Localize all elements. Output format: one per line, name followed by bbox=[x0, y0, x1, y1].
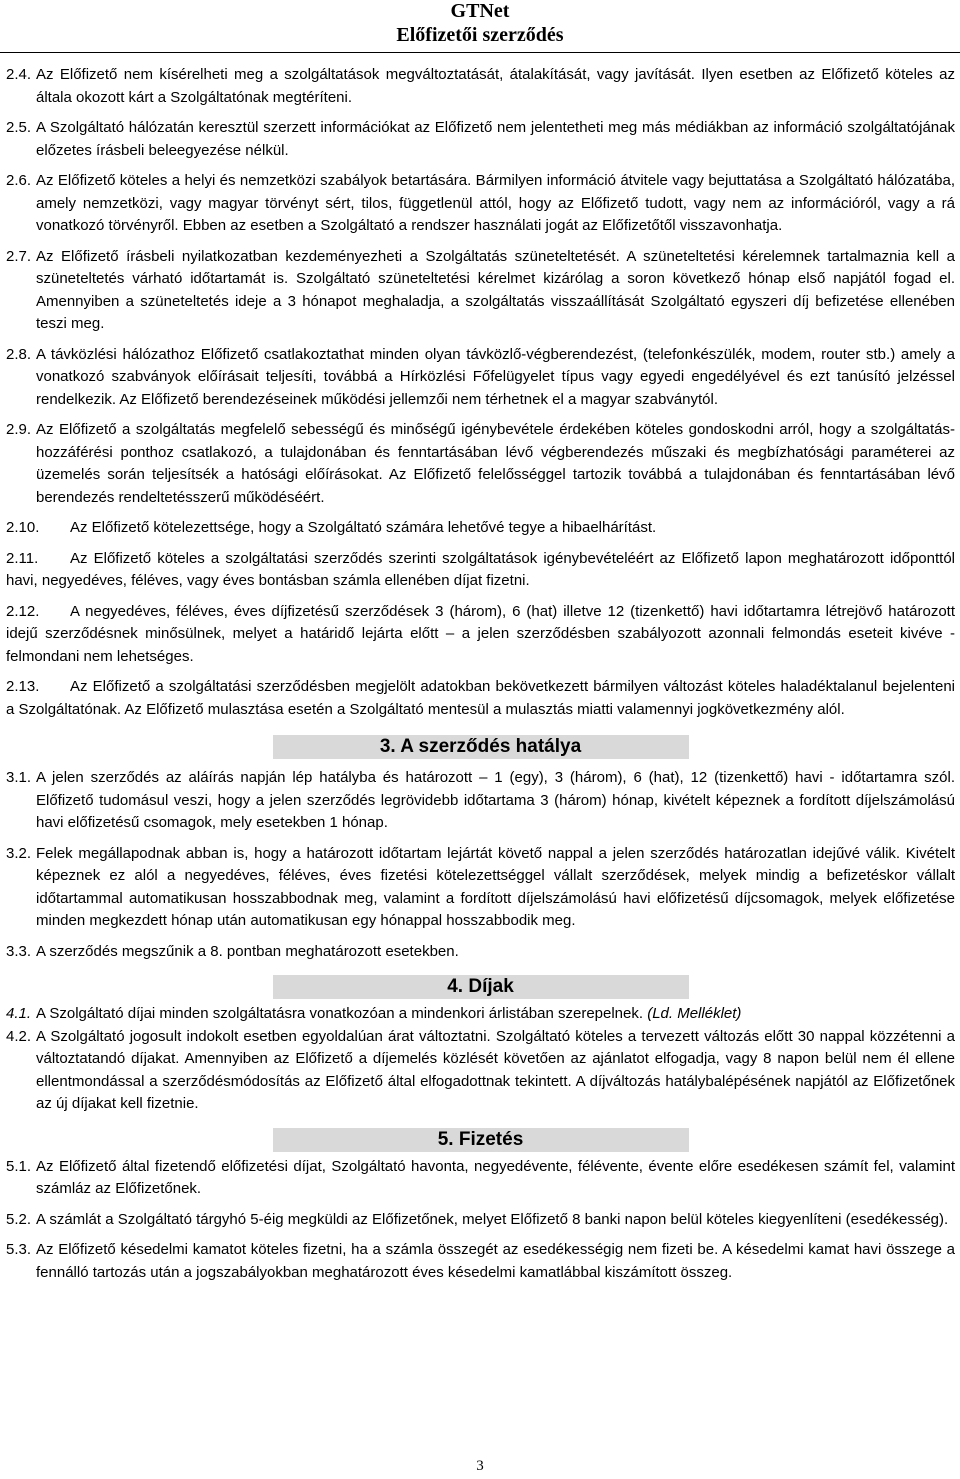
clause-number: 2.8. bbox=[6, 345, 32, 363]
clause-text: Az Előfizető késedelmi kamatot köteles fizetni, ha a számla összegét az esedékességig nem fizeti be. A késedelmi kamat havi összege a fennálló tartozás után a jogszabályokban meghatározott éves késedelmi kamatlábbal kiszámított összeg. bbox=[36, 1241, 955, 1281]
clause-4-2 bbox=[6, 1026, 955, 1116]
clause-text-wrap bbox=[36, 1003, 955, 1026]
clause-number: 2.6. bbox=[6, 172, 32, 189]
clause-text: Az Előfizető nem kísérelheti meg a szolgáltatások megváltoztatását, átalakítását, vagy javítását. Ilyen esetben az Előfizető köteles az általa okozott kárt a Szolgáltatónak megtéríteni. bbox=[36, 66, 955, 106]
clause-number: 2.9. bbox=[6, 421, 32, 438]
clause-2-7 bbox=[6, 246, 955, 336]
clause-number: 3.2. bbox=[6, 844, 32, 862]
clause-text: Az Előfizető a szolgáltatás megfelelő sebességű és minőségű igénybevétele érdekében köteles gondoskodni arról, hogy a szolgáltatás-hozzáférési ponthoz csatlakozó, a tulajdonában és fenntartásában lévő végberendezés műszaki és megbízhatósági paraméterei az üzemelés során teljesítsék a hatósági előírásokat. Az Előfizető felelősséggel tartozik továbbá a tulajdonában és fenntartásában lévő berendezés rendeltetésszerű működéséért. bbox=[36, 421, 955, 506]
clause-text: Felek megállapodnak abban is, hogy a határozott időtartam lejártát követő nappal a jelen szerződés határozatlan idejűvé válik. Kivételt képeznek ez alól a negyedéves, féléves, éves fizetési kötelezettséggel vállalt szerződések, melyek mindig a befizetéskor vállalt időtartammal automatikusan hosszabbodnak meg, valamint a fordított díjelszámolású havi előfizetésű díjcsomagok, melyek előfizetése minden megkezdett hónap után automatikusan egy hónappal hosszabbodik meg. bbox=[36, 844, 955, 929]
clause-number: 4.2. bbox=[6, 1027, 32, 1045]
clause-number: 5.2. bbox=[6, 1210, 32, 1228]
clause-number: 3.3. bbox=[6, 942, 32, 960]
clause-number: 2.5. bbox=[6, 119, 32, 136]
clause-2-5 bbox=[6, 117, 955, 162]
clause-number: 2.4. bbox=[6, 66, 32, 83]
clause-number: 5.1. bbox=[6, 1157, 32, 1175]
document-body bbox=[6, 64, 955, 1284]
clause-2-4 bbox=[6, 64, 955, 109]
clause-4-1 bbox=[6, 1003, 955, 1026]
clause-text: Az Előfizető írásbeli nyilatkozatban kezdeményezheti a Szolgáltatás szüneteltetését. A szüneteltetési kérelemnek tartalmaznia kell a szüneteltetés várható időtartamát is. Szolgáltató szüneteltetési kérelmet kizárólag a soron következő hónap első napjától fogad el. Amennyiben a szüneteltetés ideje a 3 hónapot meghaladja, a szolgáltatás visszaállítását Szolgáltató egyszeri díj befizetése ellenében teszi meg. bbox=[36, 247, 955, 332]
section-heading-3: 3. A szerződés hatálya bbox=[273, 735, 689, 759]
header-divider bbox=[0, 52, 960, 53]
section-heading-4: 4. Díjak bbox=[273, 975, 689, 999]
clause-number: 2.10. bbox=[6, 519, 40, 536]
clause-text: Az Előfizető köteles a helyi és nemzetközi szabályok betartására. Bármilyen információ átvitele vagy bejuttatása a Szolgáltató hálózatába, amely nemzetközi, vagy magyar törvényt sért, tilos, függetlenül attól, hogy az Előfizető tudott, vagy nem az információról, vagy a rá vonatkozó törvényről. Ebben az esetben a Szolgáltató a rendszer használati jogát az Előfizetőtől visszavonhatja. bbox=[36, 172, 955, 234]
clause-number: 4.1. bbox=[6, 1005, 32, 1022]
clause-number: 2.11. bbox=[6, 549, 39, 567]
clause-number: 2.7. bbox=[6, 247, 32, 265]
page-number: 3 bbox=[476, 1458, 484, 1474]
clause-text: A Szolgáltató jogosult indokolt esetben egyoldalúan árat változtatni. Szolgáltató köteles a tervezett változás előtt 30 nappal közzétenni a változtatandó díjakat. Amennyiben az Előfizető a díjemelés közlését követően az ajánlatot elfogadja, vagy 8 napon belül nem él ellene ellentmondással a szerződésmódosítás az Előfizető által elfogadottnak tekintett. A díjváltozás hatálybalépésének napjától az Előfizetőnek az új díjakat kell fizetnie. bbox=[36, 1027, 955, 1112]
clause-2-11 bbox=[6, 548, 955, 593]
clause-text: A szerződés megszűnik a 8. pontban meghatározott esetekben. bbox=[36, 942, 459, 960]
clause-number: 2.12. bbox=[6, 602, 40, 620]
clause-5-3 bbox=[6, 1239, 955, 1284]
clause-2-13 bbox=[6, 676, 955, 721]
clause-text: A számlát a Szolgáltató tárgyhó 5-éig megküldi az Előfizetőnek, melyet Előfizető 8 banki napon belül köteles kiegyenlíteni (esedékesség). bbox=[36, 1210, 949, 1228]
header-subtitle: Előfizetői szerződés bbox=[396, 24, 564, 46]
clause-2-8 bbox=[6, 344, 955, 412]
clause-2-6 bbox=[6, 170, 955, 238]
clause-number: 5.3. bbox=[6, 1241, 32, 1258]
clause-2-9 bbox=[6, 419, 955, 509]
clause-text: Az Előfizető által fizetendő előfizetési díjat, Szolgáltató havonta, negyedévente, félévente, évente előre esedékesen számít fel, valamint számláz az Előfizetőnek. bbox=[36, 1157, 955, 1197]
clause-3-2 bbox=[6, 843, 955, 933]
clause-number: 2.13. bbox=[6, 678, 40, 695]
clause-text: A negyedéves, féléves, éves díjfizetésű szerződések 3 (három), 6 (hat) illetve 12 (tizenkettő) havi időtartamra létrejövő határozott idejű szerződésnek minősülnek, melyet a határidő lejárta előtt – a jelen szerződésben szabályozott azonnali felmondás eseteit kivéve - felmondani nem lehetséges. bbox=[6, 602, 955, 665]
clause-5-1 bbox=[6, 1156, 955, 1201]
clause-text: A Szolgáltató díjai minden szolgáltatásra vonatkozóan a mindenkori árlistában szerepelnek. bbox=[36, 1005, 644, 1022]
clause-reference: (Ld. Melléklet) bbox=[647, 1005, 742, 1022]
clause-text: A jelen szerződés az aláírás napján lép hatályba és határozott – 1 (egy), 3 (három), 6 (hat), 12 (tizenkettő) havi - időtartamra szól. Előfizető tudomásul veszi, hogy a jelen szerződés legrövidebb időtartama 3 (három) hónap, kivételt képeznek a fordított díjelszámolású havi előfizetésű csomagok, mely esetekben 1 hónap. bbox=[36, 769, 955, 831]
clause-3-1 bbox=[6, 767, 955, 835]
clause-5-2 bbox=[6, 1209, 955, 1232]
clause-2-12 bbox=[6, 601, 955, 669]
clause-text: A Szolgáltató hálózatán keresztül szerzett információkat az Előfizető nem jelentetheti meg más médiákban az információ szolgáltatójának előzetes írásbeli beleegyezése nélkül. bbox=[36, 119, 955, 159]
page-header bbox=[0, 0, 960, 48]
section-heading-5: 5. Fizetés bbox=[273, 1128, 689, 1152]
clause-3-3 bbox=[6, 941, 955, 964]
clause-text: A távközlési hálózathoz Előfizető csatlakoztathat minden olyan távközlő-végberendezést, (telefonkészülék, modem, router stb.) amely a vonatkozó szabványok előírásait teljesíti, továbbá a Hírközlési Főfelügyelet típus vagy egyedi engedélyével és ezt tanúsító jelzéssel rendelkezik. Az Előfizető berendezéseinek működési jellemzői nem térhetnek el a magyar szabványtól. bbox=[36, 345, 955, 408]
clause-text: Az Előfizető a szolgáltatási szerződésben megjelölt adatokban bekövetkezett bármilyen változást köteles haladéktalanul bejelenteni a Szolgáltatónak. Az Előfizető mulasztása esetén a Szolgáltató mentesül a mulasztás miatti valamennyi jogkövetkezmény alól. bbox=[6, 678, 955, 718]
clause-text: Az Előfizető kötelezettsége, hogy a Szolgáltató számára lehetővé tegye a hibaelhárítást. bbox=[70, 519, 657, 536]
clause-2-10 bbox=[6, 517, 955, 540]
header-title: GTNet bbox=[450, 0, 510, 22]
clause-text: Az Előfizető köteles a szolgáltatási szerződés szerinti szolgáltatások igénybevételéért az Előfizető lapon meghatározott időponttól havi, negyedéves, féléves, vagy éves bontásban számla ellenében díjat fizetni. bbox=[6, 549, 955, 589]
clause-number: 3.1. bbox=[6, 769, 32, 786]
